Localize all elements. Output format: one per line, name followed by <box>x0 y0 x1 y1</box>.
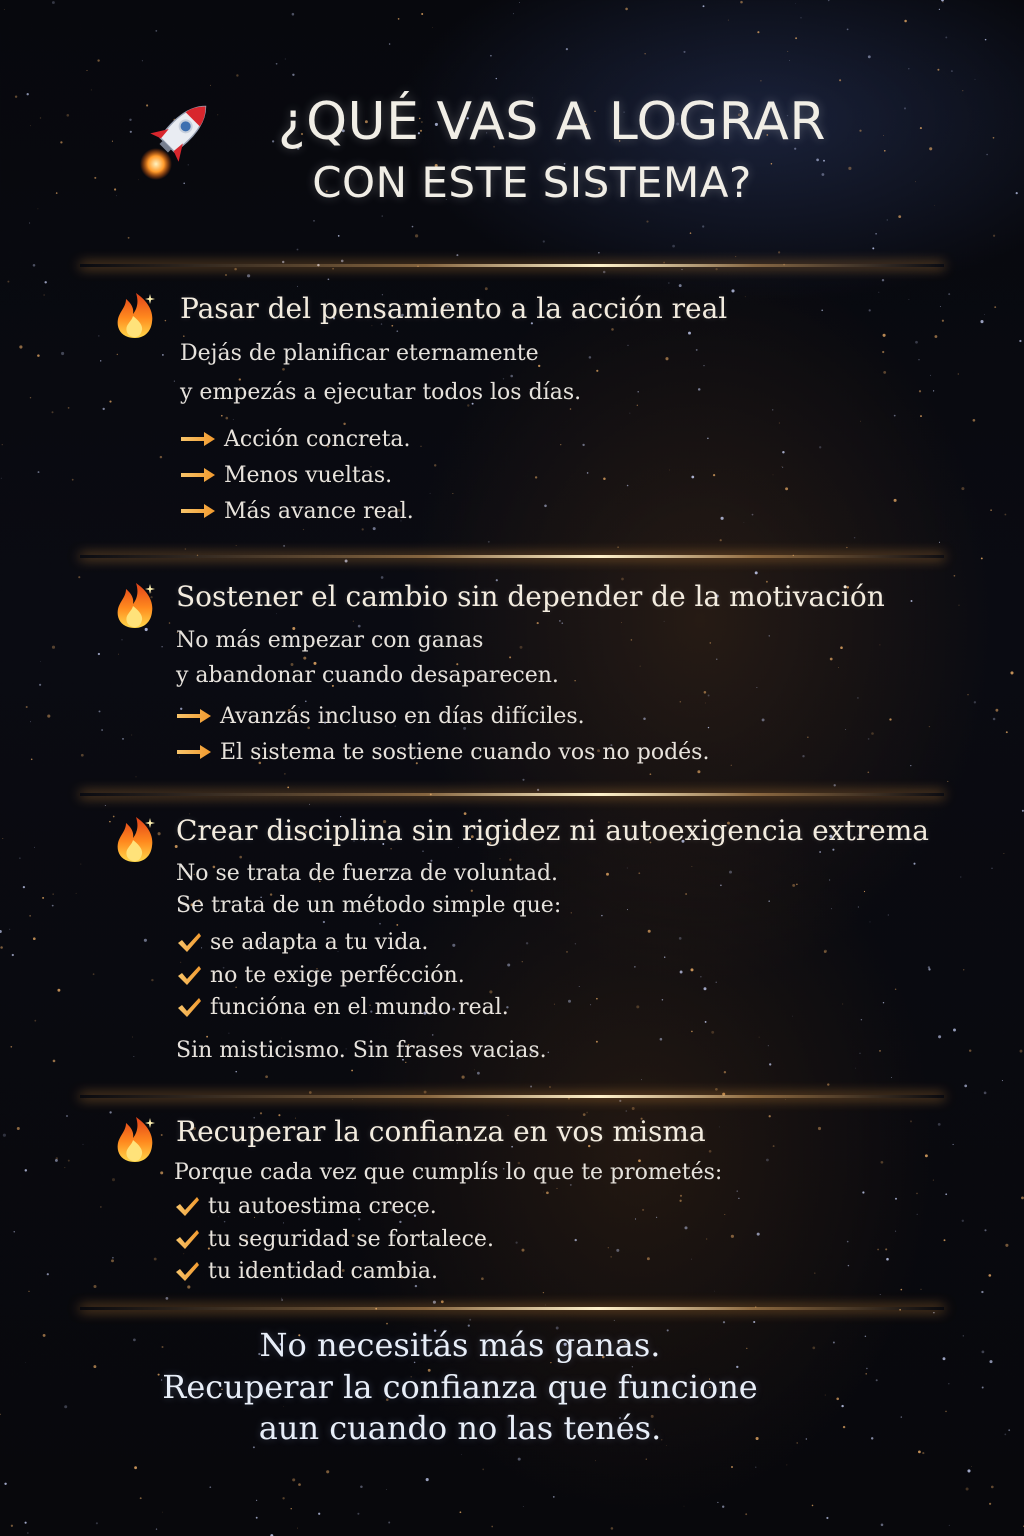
list-item: tu identidad cambia. <box>174 1259 438 1284</box>
glow-divider <box>80 555 944 558</box>
arrow-right-icon <box>180 430 216 448</box>
closing-line: No necesitás más ganas. <box>259 1326 661 1364</box>
check-icon <box>176 964 202 986</box>
section-text: y empezás a ejecutar todos los días. <box>180 380 582 405</box>
check-icon <box>174 1260 200 1282</box>
section-heading: Pasar del pensamiento a la acción real <box>180 292 728 325</box>
list-item: Más avance real. <box>180 499 414 524</box>
fire-icon <box>112 1114 158 1164</box>
section-text: Dejás de planificar eternamente <box>180 341 539 366</box>
fire-icon <box>112 814 158 864</box>
section-heading: Sostener el cambio sin depender de la motivación <box>176 580 885 613</box>
arrow-right-icon <box>176 743 212 761</box>
arrow-right-icon <box>176 707 212 725</box>
list-item: funcióna en el mundo real. <box>176 995 509 1020</box>
list-item: tu autoestima crece. <box>174 1194 437 1219</box>
page-subtitle: CON ESTE SISTEMA? <box>312 158 752 207</box>
glow-divider <box>80 264 944 267</box>
closing-line: aun cuando no las tenés. <box>258 1409 662 1447</box>
section-heading: Recuperar la confianza en vos misma <box>176 1115 706 1148</box>
check-icon <box>176 931 202 953</box>
fire-icon <box>112 580 158 630</box>
section-note: Sin misticismo. Sin frases vacias. <box>176 1038 547 1063</box>
list-item: no te exige perfécción. <box>176 963 465 988</box>
list-item: se adapta a tu vida. <box>176 930 428 955</box>
section-text: No más empezar con ganas <box>176 628 484 653</box>
list-item: Acción concreta. <box>180 427 411 452</box>
closing-line: Recuperar la confianza que funcione <box>162 1368 758 1406</box>
glow-divider <box>80 793 944 796</box>
glow-divider <box>80 1095 944 1098</box>
list-item: El sistema te sostiene cuando vos no podés. <box>176 740 709 765</box>
glow-divider <box>80 1307 944 1310</box>
check-icon <box>174 1195 200 1217</box>
check-icon <box>176 996 202 1018</box>
arrow-right-icon <box>180 502 216 520</box>
list-item: Menos vueltas. <box>180 463 392 488</box>
section-text: y abandonar cuando desaparecen. <box>176 663 559 688</box>
list-item: Avanzás incluso en días difíciles. <box>176 704 585 729</box>
page-title: ¿QUÉ VAS A LOGRAR <box>278 92 826 152</box>
section-text: Se trata de un método simple que: <box>176 893 562 918</box>
section-text: No se trata de fuerza de voluntad. <box>176 861 559 886</box>
check-icon <box>174 1228 200 1250</box>
section-text: Porque cada vez que cumplís lo que te prometés: <box>174 1160 723 1185</box>
fire-icon <box>112 290 158 340</box>
section-heading: Crear disciplina sin rigidez ni autoexigencia extrema <box>176 814 929 847</box>
arrow-right-icon <box>180 466 216 484</box>
list-item: tu seguridad se fortalece. <box>174 1227 494 1252</box>
